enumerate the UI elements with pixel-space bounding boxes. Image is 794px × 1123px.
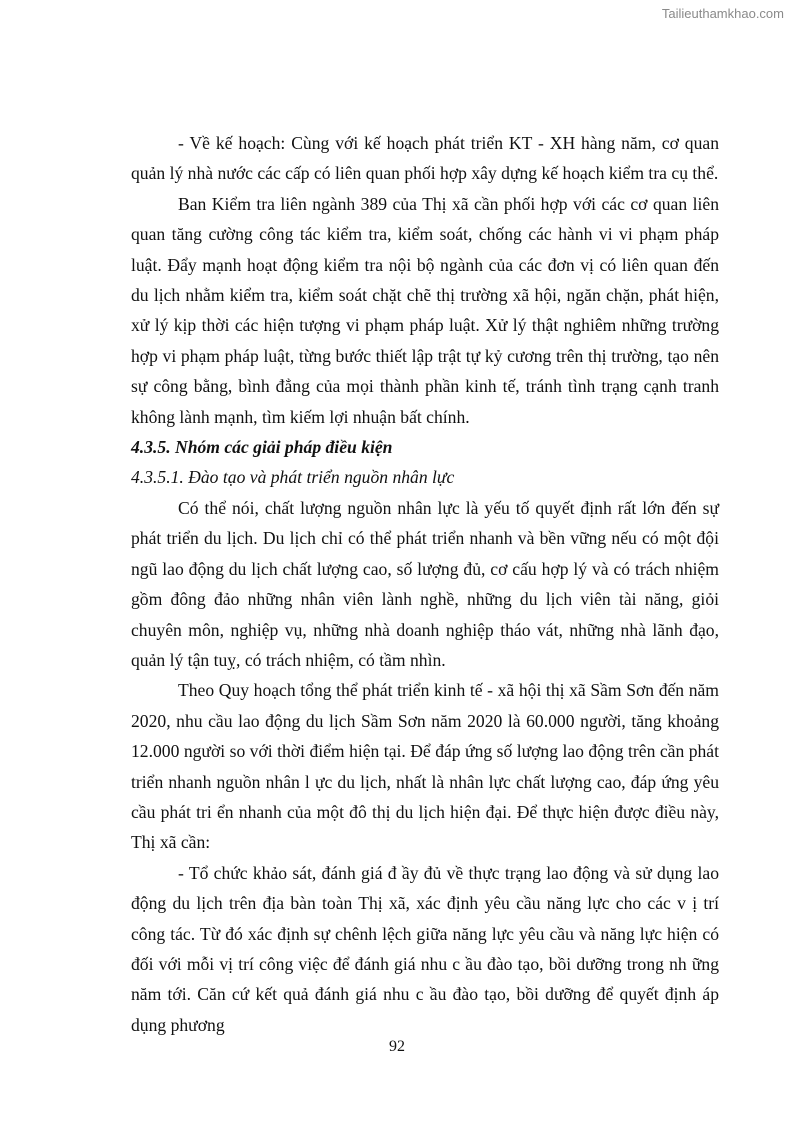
subsection-heading: 4.3.5.1. Đào tạo và phát triển nguồn nhân lực xyxy=(131,467,455,488)
paragraph-survey: - Tổ chức khảo sát, đánh giá đ ầy đủ về thực trạng lao động và sử dụng lao động du lịch trên địa bàn toàn Thị xã, xác định yêu cầu năng lực cho các v ị trí công tác. Từ đó xác định sự chênh lệch giữa năng lực yêu cầu và năng lực hiện có đối với mỗi vị trí công việc để đánh giá nhu c ầu đào tạo, bồi dưỡng trong nh ững năm tới. Căn cứ kết quả đánh giá nhu c ầu đào tạo, bồi dưỡng để quyết định áp dụng phương xyxy=(131,862,719,1035)
paragraph-planning: Theo Quy hoạch tổng thể phát triển kinh tế - xã hội thị xã Sầm Sơn đến năm 2020, nhu cầu lao động du lịch Sầm Sơn năm 2020 là 60.000 người, tăng khoảng 12.000 người so với thời điểm hiện tại. Để đáp ứng số lượng lao động trên cần phát triển nhanh nguồn nhân l ực du lịch, nhất là nhân lực chất lượng cao, đáp ứng yêu cầu phát tri ển nhanh của một đô thị du lịch hiện đại. Để thực hiện được điều này, Thị xã cần: xyxy=(131,680,719,853)
paragraph-inspection: Ban Kiểm tra liên ngành 389 của Thị xã cần phối hợp với các cơ quan liên quan tăng cường công tác kiểm tra, kiểm soát, chống các hành vi vi phạm pháp luật. Đẩy mạnh hoạt động kiểm tra nội bộ ngành của các đơn vị có liên quan đến du lịch nhằm kiểm tra, kiểm soát chặt chẽ thị trường xã hội, ngăn chặn, phát hiện, xử lý kịp thời các hiện tượng vi phạm pháp luật. Xử lý thật nghiêm những trường hợp vi phạm pháp luật, từng bước thiết lập trật tự kỷ cương trên thị trường, tạo nên sự công bằng, bình đẳng của mọi thành phần kinh tế, tránh tình trạng cạnh tranh không lành mạnh, tìm kiếm lợi nhuận bất chính. xyxy=(131,193,719,427)
page-number: 92 xyxy=(389,1038,405,1055)
document-body xyxy=(131,128,719,1040)
paragraph-human-resources: Có thể nói, chất lượng nguồn nhân lực là yếu tố quyết định rất lớn đến sự phát triển du lịch. Du lịch chỉ có thể phát triển nhanh và bền vững nếu có một đội ngũ lao động du lịch chất lượng cao, số lượng đủ, cơ cấu hợp lý và có trách nhiệm gồm đông đảo những nhân viên lành nghề, những du lịch viên tài năng, giỏi chuyên môn, nghiệp vụ, những nhà doanh nghiệp tháo vát, những nhà lãnh đạo, quản lý tận tuỵ, có trách nhiệm, có tầm nhìn. xyxy=(131,497,719,670)
watermark-text: Tailieuthamkhao.com xyxy=(661,6,784,21)
paragraph-plan: - Về kế hoạch: Cùng với kế hoạch phát triển KT - XH hàng năm, cơ quan quản lý nhà nước các cấp có liên quan phối hợp xây dựng kế hoạch kiểm tra cụ thể. xyxy=(131,133,719,184)
section-heading: 4.3.5. Nhóm các giải pháp điều kiện xyxy=(131,437,393,458)
